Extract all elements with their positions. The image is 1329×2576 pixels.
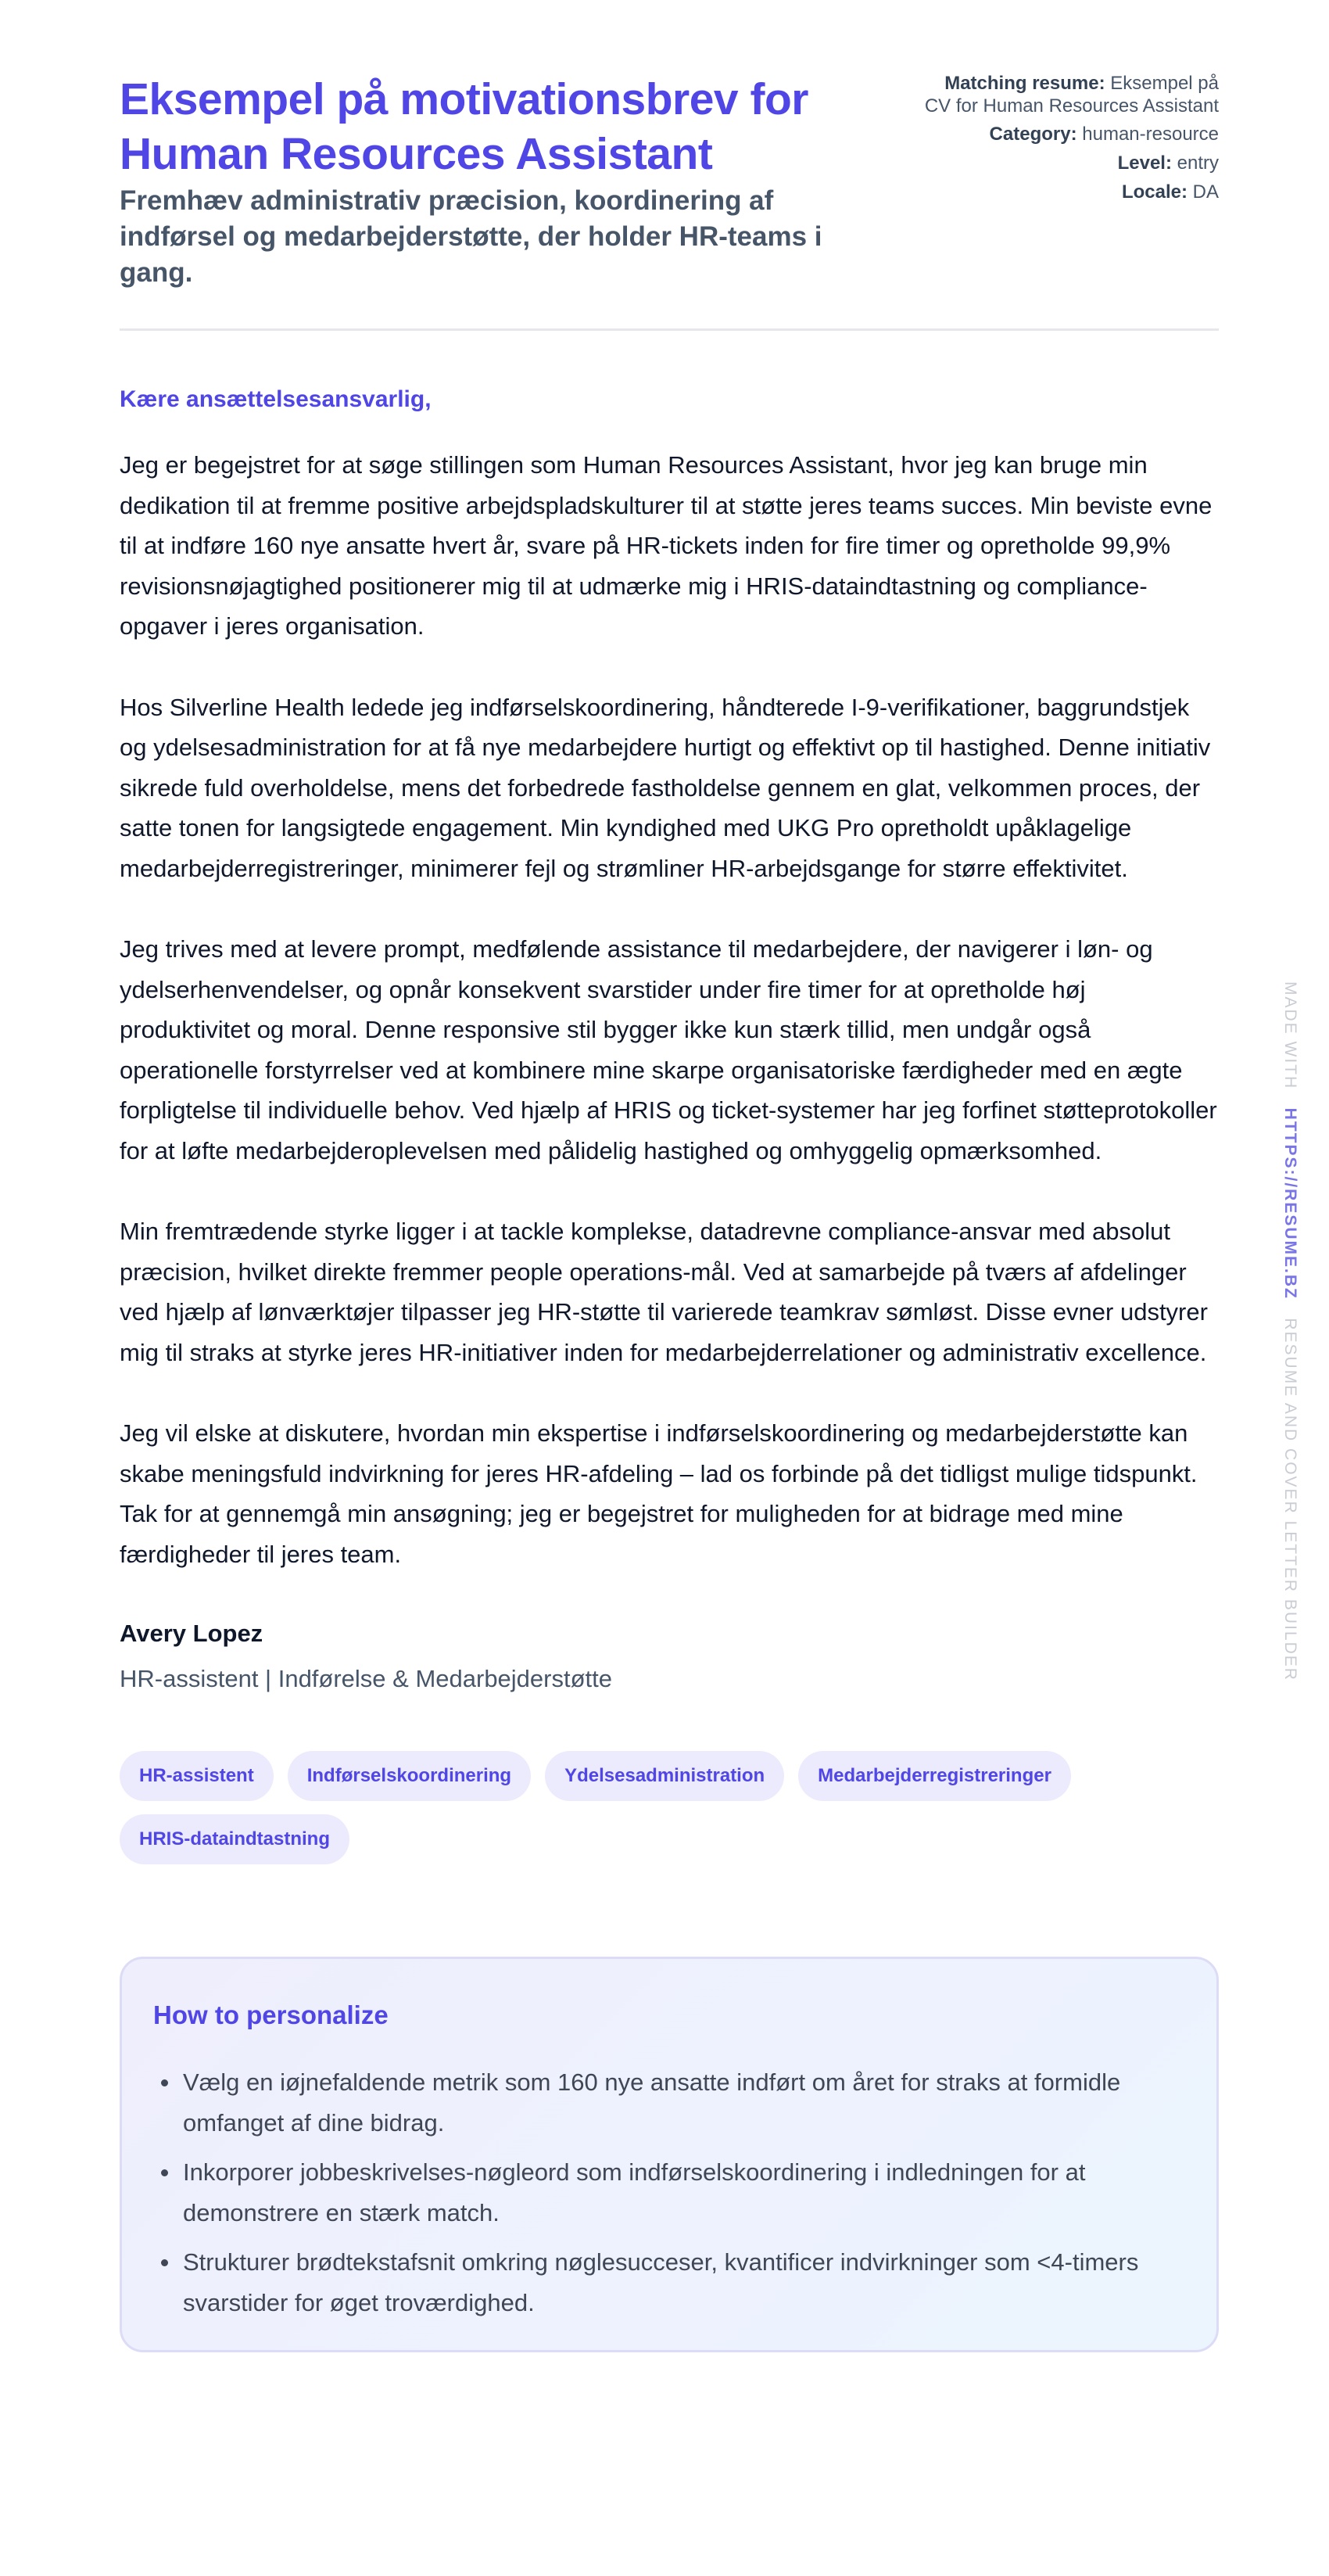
watermark-suffix: RESUME AND COVER LETTER BUILDER bbox=[1281, 1318, 1299, 1681]
tips-item: Vælg en iøjnefaldende metrik som 160 nye ansatte indført om året for straks at formidle omfanget af dine bidrag. bbox=[183, 2062, 1185, 2143]
letter-paragraph: Jeg er begejstret for at søge stillingen som Human Resources Assistant, hvor jeg kan bruge min dedikation til at fremme positive arbejdspladskulturer til at støtte jeres teams succes. Min beviste evne til at indføre 160 nye ansatte hvert år, svare på HR-tickets inden for fire timer og opretholde 99,9% revisionsnøjagtighed positionerer mig til at udmærke mig i HRIS-dataindtastning og compliance-opgaver i jeres organisation. bbox=[120, 451, 1213, 640]
letter-paragraphs bbox=[120, 445, 1219, 1574]
meta-value: human-resource bbox=[1082, 124, 1219, 145]
page-subtitle: Fremhæv administrativ præcision, koordinering af indførsel og medarbejderstøtte, der holder HR-teams i gang. bbox=[120, 185, 822, 288]
skill-tag: Indførselskoordinering bbox=[288, 1751, 531, 1801]
meta-locale bbox=[922, 181, 1219, 204]
skill-tag: Ydelsesadministration bbox=[545, 1751, 784, 1801]
skill-tag: HR-assistent bbox=[120, 1751, 274, 1801]
meta-value: entry bbox=[1177, 152, 1219, 174]
letter-paragraph: Jeg vil elske at diskutere, hvordan min ekspertise i indførselskoordinering og medarbejderstøtte kan skabe meningsfuld indvirkning for jeres HR-afdeling – lad os forbinde på det tidligst mulige tidspunkt. Tak for at gennemgå min ansøgning; jeg er begejstret for muligheden for at bidrage med mine færdigheder til jeres team. bbox=[120, 1419, 1198, 1568]
meta-category bbox=[922, 123, 1219, 146]
cover-letter-page bbox=[120, 0, 1219, 2352]
tips-title: How to personalize bbox=[153, 2000, 389, 2029]
resume-bz-link[interactable]: HTTPS://RESUME.BZ bbox=[1281, 1107, 1299, 1300]
meta-level bbox=[922, 152, 1219, 175]
made-with-watermark bbox=[1279, 981, 1301, 1681]
meta-label: Locale: bbox=[1121, 181, 1188, 203]
meta-label: Level: bbox=[1117, 152, 1172, 174]
meta-value: DA bbox=[1192, 181, 1219, 203]
page-header bbox=[120, 0, 1219, 331]
signature-block bbox=[120, 1618, 1219, 1695]
letter-paragraph: Hos Silverline Health ledede jeg indførselskoordinering, håndterede I-9-verifikationer, baggrundstjek og ydelsesadministration for at få nye medarbejdere hurtigt og effektivt op til hastighed. Denne initiativ sikrede fuld overholdelse, mens det forbedrede fastholdelse gennem en glat, velkommen proces, der satte tonen for langsigtede engagement. Min kyndighed med UKG Pro opretholdt upåklagelige medarbejderregistreringer, minimerer fejl og strømliner HR-arbejdsgange for større effektivitet. bbox=[120, 693, 1211, 882]
meta-label: Category: bbox=[989, 124, 1077, 145]
letter-paragraph: Min fremtrædende styrke ligger i at tackle komplekse, datadrevne compliance-ansvar med absolut præcision, hvilket direkte fremmer people operations-mål. Ved at samarbejde på tværs af afdelinger ved hjælp af lønværktøjer tilpasser jeg HR-støtte til varierede teamkrav sømløst. Disse evner udstyrer mig til straks at styrke jeres HR-initiativer inden for medarbejderrelationer og administrativ excellence. bbox=[120, 1218, 1208, 1366]
meta-label: Matching resume: bbox=[944, 73, 1105, 94]
tips-list bbox=[153, 2062, 1185, 2323]
letter-body bbox=[120, 384, 1219, 1695]
signature-title: HR-assistent | Indførelse & Medarbejderstøtte bbox=[120, 1665, 613, 1692]
page-title: Eksempel på motivationsbrev for Human Resources Assistant bbox=[120, 74, 808, 179]
skill-tags bbox=[120, 1751, 1089, 1864]
meta-value: Eksempel på CV for Human Resources Assistant bbox=[924, 73, 1219, 117]
header-titles bbox=[120, 72, 878, 291]
skill-tag: Medarbejderregistreringer bbox=[798, 1751, 1071, 1801]
letter-greeting: Kære ansættelsesansvarlig, bbox=[120, 386, 432, 412]
meta-info bbox=[922, 72, 1219, 210]
letter-paragraph: Jeg trives med at levere prompt, medfølende assistance til medarbejdere, der navigerer i løn- og ydelserhenvendelser, og opnår konsekvent svarstider under fire timer for at opretholde høj produktivitet og moral. Denne responsive stil bygger ikke kun stærk tillid, men undgår også operationelle forstyrrelser ved at kombinere mine skarpe organisatoriske færdigheder med en ægte forpligtelse til individuelle behov. Ved hjælp af HRIS og ticket-systemer har jeg forfinet støtteprotokoller for at løfte medarbejderoplevelsen med pålidelig hastighed og omhyggelig opmærksomhed. bbox=[120, 935, 1217, 1164]
signature-name: Avery Lopez bbox=[120, 1620, 263, 1647]
watermark-prefix: MADE WITH bbox=[1281, 981, 1299, 1090]
tips-item: Strukturer brødtekstafsnit omkring nøglesucceser, kvantificer indvirkninger som <4-timers svarstider for øget troværdighed. bbox=[183, 2242, 1185, 2323]
personalize-tips-box bbox=[120, 1957, 1219, 2352]
skill-tag: HRIS-dataindtastning bbox=[120, 1814, 349, 1864]
tips-item: Inkorporer jobbeskrivelses-nøgleord som indførselskoordinering i indledningen for at demonstrere en stærk match. bbox=[183, 2152, 1185, 2233]
meta-matching-resume bbox=[922, 72, 1219, 117]
